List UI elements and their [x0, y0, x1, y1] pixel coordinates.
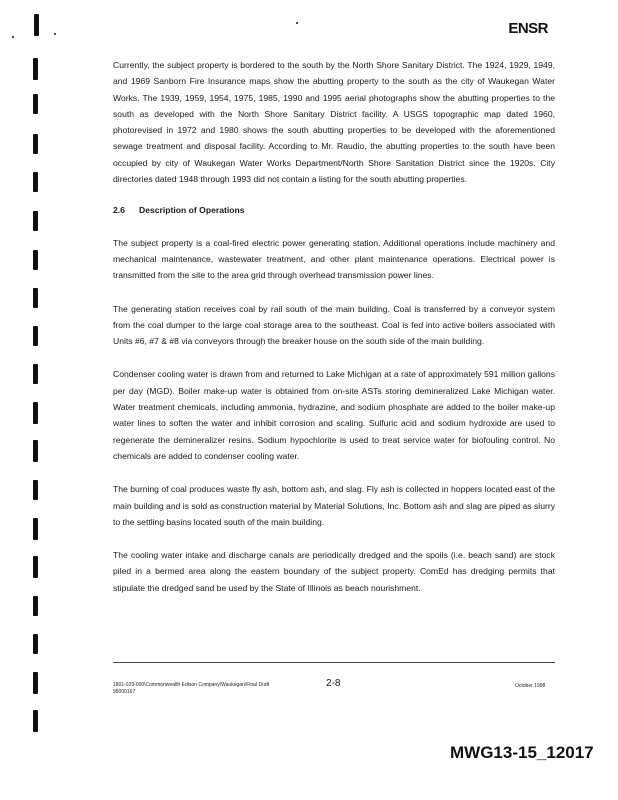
binder-mark [33, 402, 38, 424]
binder-mark [33, 634, 38, 654]
page-number: 2-8 [326, 678, 341, 689]
paragraph-cooling-water: Condenser cooling water is drawn from and returned to Lake Michigan at a rate of approximately 591 million gallons per day (MGD). Boiler make-up water is obtained from on-site ASTs storing demineralized Lake Michigan water. Water treatment chemicals, including ammonia, hydrazine, and sodium phosphate are added to the boiler make-up water lines to soften the water and inhibit corrosion and scaling. Sulfuric acid and sodium hydroxide are used to regenerate the demineralizer resins. Sodium hypochlorite is used to treat service water for biofouling control. No chemicals are added to condenser cooling water. [113, 369, 555, 461]
binder-mark [33, 326, 38, 346]
footer-date: October 1998 [515, 683, 546, 689]
binder-mark [33, 94, 38, 114]
scan-speck [296, 22, 298, 24]
binder-mark [34, 14, 39, 36]
binder-mark [33, 364, 38, 384]
footer-divider [113, 662, 555, 663]
ensr-logo: ENSR [508, 20, 548, 37]
footer-file-path: 1801-029-000\Commonwealth Edison Company\Waukegan\Final Draft [113, 682, 270, 688]
binder-mark [33, 480, 38, 500]
footer-file-info [113, 682, 313, 696]
scan-speck [12, 36, 14, 38]
section-number: 2.6 [113, 205, 125, 216]
binder-mark [33, 172, 38, 192]
binder-mark [33, 556, 38, 578]
binder-mark [33, 518, 38, 540]
paragraph-ash: The burning of coal produces waste fly ash, bottom ash, and slag. Fly ash is collected in hoppers located east of the main building and is sold as construction material by Material Solutions, Inc. Bottom ash and slag are piped as slurry to the settling basins located south of the main building. [113, 484, 555, 527]
section-heading [113, 202, 555, 218]
paragraph-operations: The subject property is a coal-fired electric power generating station. Additional operations include machinery and mechanical maintenance, wastewater treatment, and other plant maintenance operations. Electrical power is transmitted from the site to the area grid through overhead transmission power lines. [113, 237, 555, 281]
section-title: Description of Operations [139, 205, 245, 216]
binder-mark [33, 288, 38, 308]
bates-document-id: MWG13-15_12017 [450, 743, 594, 762]
binder-mark [33, 58, 38, 80]
binder-mark [33, 440, 38, 462]
binder-mark [33, 672, 38, 694]
binder-mark [33, 134, 38, 154]
body-text [113, 57, 555, 613]
binder-mark [33, 596, 38, 616]
scan-speck [54, 33, 56, 35]
paragraph-dredging: The cooling water intake and discharge canals are periodically dredged and the spoils (i.e. beach sand) are stock piled in a bermed area along the eastern boundary of the subject property. ComEd has dredging permits that stipulate the dredged sand be used by the State of Illinois as beach nourishment. [113, 550, 555, 593]
binder-mark [33, 710, 38, 732]
binder-mark [33, 211, 38, 231]
paragraph-coal-handling: The generating station receives coal by rail south of the main building. Coal is transferred by a conveyor system from the coal dumper to the large coal storage area to the southeast. Coal is fed into active boilers associated with Units #6, #7 & #8 via conveyors through the breaker house on the south side of the main building. [113, 303, 555, 347]
paragraph-abutting-properties: Currently, the subject property is bordered to the south by the North Shore Sanitary District. The 1924, 1929, 1949, and 1969 Sanborn Fire Insurance maps show the abutting property to the south as the city of Waukegan Water Works. The 1939, 1959, 1954, 1975, 1985, 1990 and 1995 aerial photographs show the abutting properties to the south as developed with the North Shore Sanitary District facility. A USGS topographic map dated 1960, photorevised in 1972 and 1980 shows the south abutting properties to be developed with the aforementioned sewage treatment and disposal facility. According to Mr. Raudio, the abutting properties to the south have been occupied by city of Waukegan Water Works Department/North Shore Sanitation District since the 1920s. City directories dated 1948 through 1993 did not contain a listing for the south abutting properties. [113, 60, 555, 185]
binder-mark [33, 250, 38, 270]
footer-file-code: 95000167 [113, 689, 136, 695]
